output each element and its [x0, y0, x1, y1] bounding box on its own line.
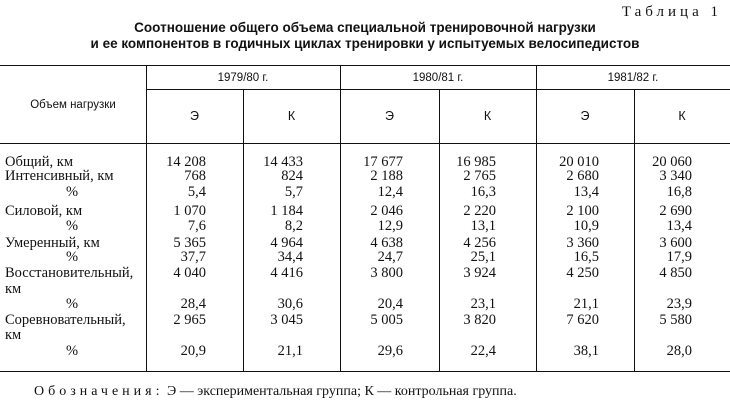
cell-value: 23,9: [666, 296, 692, 312]
cell-value: 20,4: [377, 296, 403, 312]
cell-value: 16 985: [456, 154, 496, 170]
cell-value: 24,7: [377, 249, 403, 265]
year-header-3: 1981/82 г.: [607, 72, 659, 84]
cell-value: 28,0: [666, 343, 692, 359]
table-top-rule: [0, 65, 730, 66]
table-row: [0, 185, 730, 199]
cell-value: 20 010: [559, 154, 599, 170]
footer-note: [34, 384, 517, 400]
cell-value: 3 924: [463, 265, 496, 281]
cell-value: 2 680: [566, 168, 599, 184]
table-row: [0, 313, 730, 327]
cell-value: 16,5: [573, 249, 599, 265]
group-header-2: К: [287, 109, 296, 123]
cell-value: 5,4: [187, 184, 206, 200]
cell-value: 2 220: [463, 203, 496, 219]
cell-value: 5 005: [370, 312, 403, 328]
cell-value: 22,4: [470, 343, 496, 359]
title-line-1: Соотношение общего объема специальной тренировочной нагрузки: [134, 20, 596, 35]
cell-value: 2 690: [659, 203, 692, 219]
cell-value: 10,9: [573, 218, 599, 234]
group-header-5: Э: [580, 109, 590, 123]
table-row: [0, 155, 730, 169]
cell-value: 5 580: [659, 312, 692, 328]
row-label: Общий, км: [5, 154, 74, 170]
row-label: Умеренный, км: [5, 235, 100, 251]
cell-value: 1 184: [270, 203, 303, 219]
table-row: [0, 282, 730, 296]
cell-value: 3 600: [659, 235, 692, 251]
cell-value: 4 250: [566, 265, 599, 281]
header-bottom-rule: [0, 143, 730, 144]
row-label: %: [66, 184, 79, 200]
cell-value: 20,9: [180, 343, 206, 359]
cell-value: 3 045: [270, 312, 303, 328]
cell-value: 16,3: [470, 184, 496, 200]
cell-value: 824: [281, 168, 303, 184]
cell-value: 16,8: [666, 184, 692, 200]
group-header-1: Э: [190, 109, 199, 123]
table-row: [0, 250, 730, 264]
cell-value: 4 964: [270, 235, 303, 251]
cell-value: 14 433: [263, 154, 303, 170]
cell-value: 29,6: [377, 343, 403, 359]
cell-value: 1 070: [173, 203, 206, 219]
cell-value: 13,4: [573, 184, 599, 200]
cell-value: 21,1: [277, 343, 303, 359]
table-row: [0, 204, 730, 218]
table-bottom-rule: [0, 371, 730, 372]
cell-value: 34,4: [277, 249, 303, 265]
cell-value: 4 040: [173, 265, 206, 281]
group-header-3: Э: [385, 109, 394, 123]
table-row: [0, 219, 730, 233]
cell-value: 2 765: [463, 168, 496, 184]
table-row: [0, 328, 730, 342]
table-row: [0, 344, 730, 358]
cell-value: 4 416: [270, 265, 303, 281]
row-label: км: [5, 281, 22, 297]
cell-value: 28,4: [180, 296, 206, 312]
cell-value: 3 360: [566, 235, 599, 251]
cell-value: 2 965: [173, 312, 206, 328]
table-row: [0, 297, 730, 311]
cell-value: 4 850: [659, 265, 692, 281]
group-header-6: К: [678, 109, 686, 123]
cell-value: 5,7: [284, 184, 303, 200]
cell-value: 3 820: [463, 312, 496, 328]
cell-value: 2 046: [370, 203, 403, 219]
cell-value: 12,9: [377, 218, 403, 234]
row-label-header: Объем нагрузки: [30, 99, 116, 111]
cell-value: 20 060: [652, 154, 692, 170]
cell-value: 5 365: [173, 235, 206, 251]
row-label: %: [66, 296, 79, 312]
row-label: км: [5, 327, 22, 343]
footer-label: Обозначения:: [34, 384, 164, 399]
row-label: %: [66, 218, 79, 234]
cell-value: 37,7: [180, 249, 206, 265]
cell-value: 12,4: [377, 184, 403, 200]
cell-value: 2 188: [370, 168, 403, 184]
row-label: %: [66, 249, 79, 265]
cell-value: 3 340: [659, 168, 692, 184]
row-label: %: [66, 343, 79, 359]
year-header-2: 1980/81 г.: [412, 72, 464, 84]
cell-value: 25,1: [470, 249, 496, 265]
cell-value: 17,9: [666, 249, 692, 265]
footer-text: Э — экспериментальная группа; К — контрольная группа.: [163, 384, 517, 399]
row-label: Соревновательный,: [5, 312, 126, 328]
cell-value: 13,4: [666, 218, 692, 234]
cell-value: 7 620: [566, 312, 599, 328]
cell-value: 38,1: [573, 343, 599, 359]
table-number: Таблица 1: [621, 4, 722, 20]
table-row: [0, 169, 730, 183]
table-row: [0, 266, 730, 280]
title-line-2: и ее компонентов в годичных циклах тренировки у испытуемых велосипедистов: [90, 36, 640, 51]
cell-value: 4 638: [370, 235, 403, 251]
cell-value: 7,6: [187, 218, 206, 234]
cell-value: 23,1: [470, 296, 496, 312]
table-row: [0, 236, 730, 250]
row-label: Интенсивный, км: [5, 168, 114, 184]
cell-value: 8,2: [284, 218, 303, 234]
cell-value: 4 256: [463, 235, 496, 251]
cell-value: 2 100: [566, 203, 599, 219]
cell-value: 768: [184, 168, 206, 184]
table-title: [0, 20, 730, 52]
cell-value: 21,1: [573, 296, 599, 312]
year-header-1: 1979/80 г.: [217, 72, 269, 84]
cell-value: 17 677: [363, 154, 403, 170]
group-header-4: К: [483, 109, 492, 123]
cell-value: 14 208: [166, 154, 206, 170]
row-label: Восстановительный,: [5, 265, 134, 281]
cell-value: 30,6: [277, 296, 303, 312]
cell-value: 13,1: [470, 218, 496, 234]
cell-value: 3 800: [370, 265, 403, 281]
row-label: Силовой, км: [5, 203, 83, 219]
